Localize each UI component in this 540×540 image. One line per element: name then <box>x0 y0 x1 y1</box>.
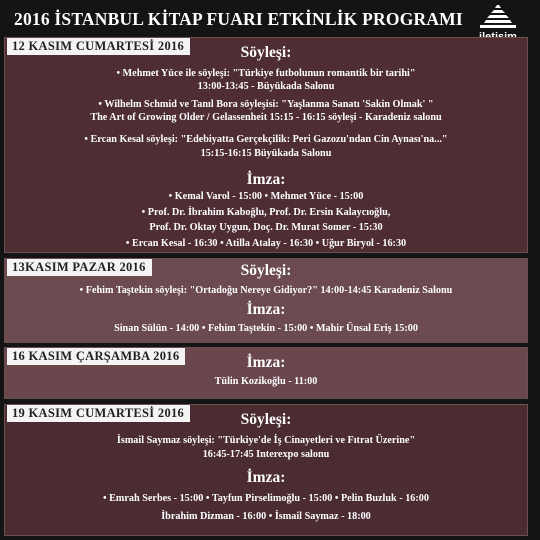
soylesi-heading: Söyleşi: <box>240 411 292 428</box>
imza-heading: İmza: <box>246 301 286 318</box>
signing-line: İbrahim Dizman - 16:00 • İsmail Saymaz - 18:00 <box>161 511 371 522</box>
date-label: 12 KASIM CUMARTESİ 2016 <box>7 38 190 55</box>
signing-line: Tülin Kozikoğlu - 11:00 <box>214 376 318 387</box>
event-line: 13:00-13:45 - Büyükada Salonu <box>197 81 335 92</box>
soylesi-heading: Söyleşi: <box>240 262 292 279</box>
imza-heading: İmza: <box>246 469 286 486</box>
day-section-12-kasim <box>4 37 528 253</box>
day-section-13-kasim <box>4 258 528 343</box>
date-label: 13KASIM PAZAR 2016 <box>7 259 152 276</box>
sunburst-logo-icon <box>472 3 524 31</box>
event-line: 16:45-17:45 Interexpo salonu <box>202 449 330 460</box>
signing-line: • Prof. Dr. İbrahim Kaboğlu, Prof. Dr. Ersin Kalaycıoğlu, <box>141 207 391 218</box>
imza-heading: İmza: <box>246 354 286 371</box>
signing-line: • Emrah Serbes - 15:00 • Tayfun Pirselimoğlu - 15:00 • Pelin Buzluk - 16:00 <box>103 493 429 504</box>
event-line: 15:15-16:15 Büyükada Salonu <box>200 148 332 159</box>
soylesi-heading: Söyleşi: <box>240 44 292 61</box>
event-line: • Fehim Taştekin söyleşi: "Ortadoğu Nereye Gidiyor?" 14:00-14:45 Karadeniz Salonu <box>79 285 453 296</box>
signing-line: • Kemal Varol - 15:00 • Mehmet Yüce - 15:00 <box>168 191 364 202</box>
event-line: • Wilhelm Schmid ve Tanıl Bora söyleşisi: "Yaşlanma Sanatı 'Sakin Olmak' " <box>98 99 434 110</box>
signing-line: • Ercan Kesal - 16:30 • Atilla Atalay - 16:30 • Uğur Biryol - 16:30 <box>125 238 407 249</box>
date-label: 16 KASIM ÇARŞAMBA 2016 <box>7 348 185 365</box>
event-line: İsmail Saymaz söyleşi: "Türkiye'de İş Cinayetleri ve Fıtrat Üzerine" <box>116 435 416 446</box>
event-line: • Ercan Kesal söyleşi: "Edebiyatta Gerçekçilik: Peri Gazozu'ndan Cin Aynası'na..." <box>84 134 448 145</box>
day-section-16-kasim <box>4 347 528 399</box>
event-line: The Art of Growing Older / Gelassenheit 15:15 - 16:15 söyleşi - Karadeniz salonu <box>90 112 442 123</box>
event-line: • Mehmet Yüce ile söyleşi: "Türkiye futbolunun romantik bir tarihi" <box>116 68 416 79</box>
signing-line: Sinan Sülün - 14:00 • Fehim Taştekin - 15:00 • Mahir Ünsal Eriş 15:00 <box>114 323 418 334</box>
signing-line: Prof. Dr. Oktay Uygun, Doç. Dr. Murat Somer - 15:30 <box>149 222 383 233</box>
header <box>0 0 540 38</box>
day-section-19-kasim <box>4 404 528 536</box>
page-title: 2016 İSTANBUL KİTAP FUARI ETKİNLİK PROGRAMI <box>14 9 463 29</box>
imza-heading: İmza: <box>246 171 286 188</box>
date-label: 19 KASIM CUMARTESİ 2016 <box>7 405 190 422</box>
